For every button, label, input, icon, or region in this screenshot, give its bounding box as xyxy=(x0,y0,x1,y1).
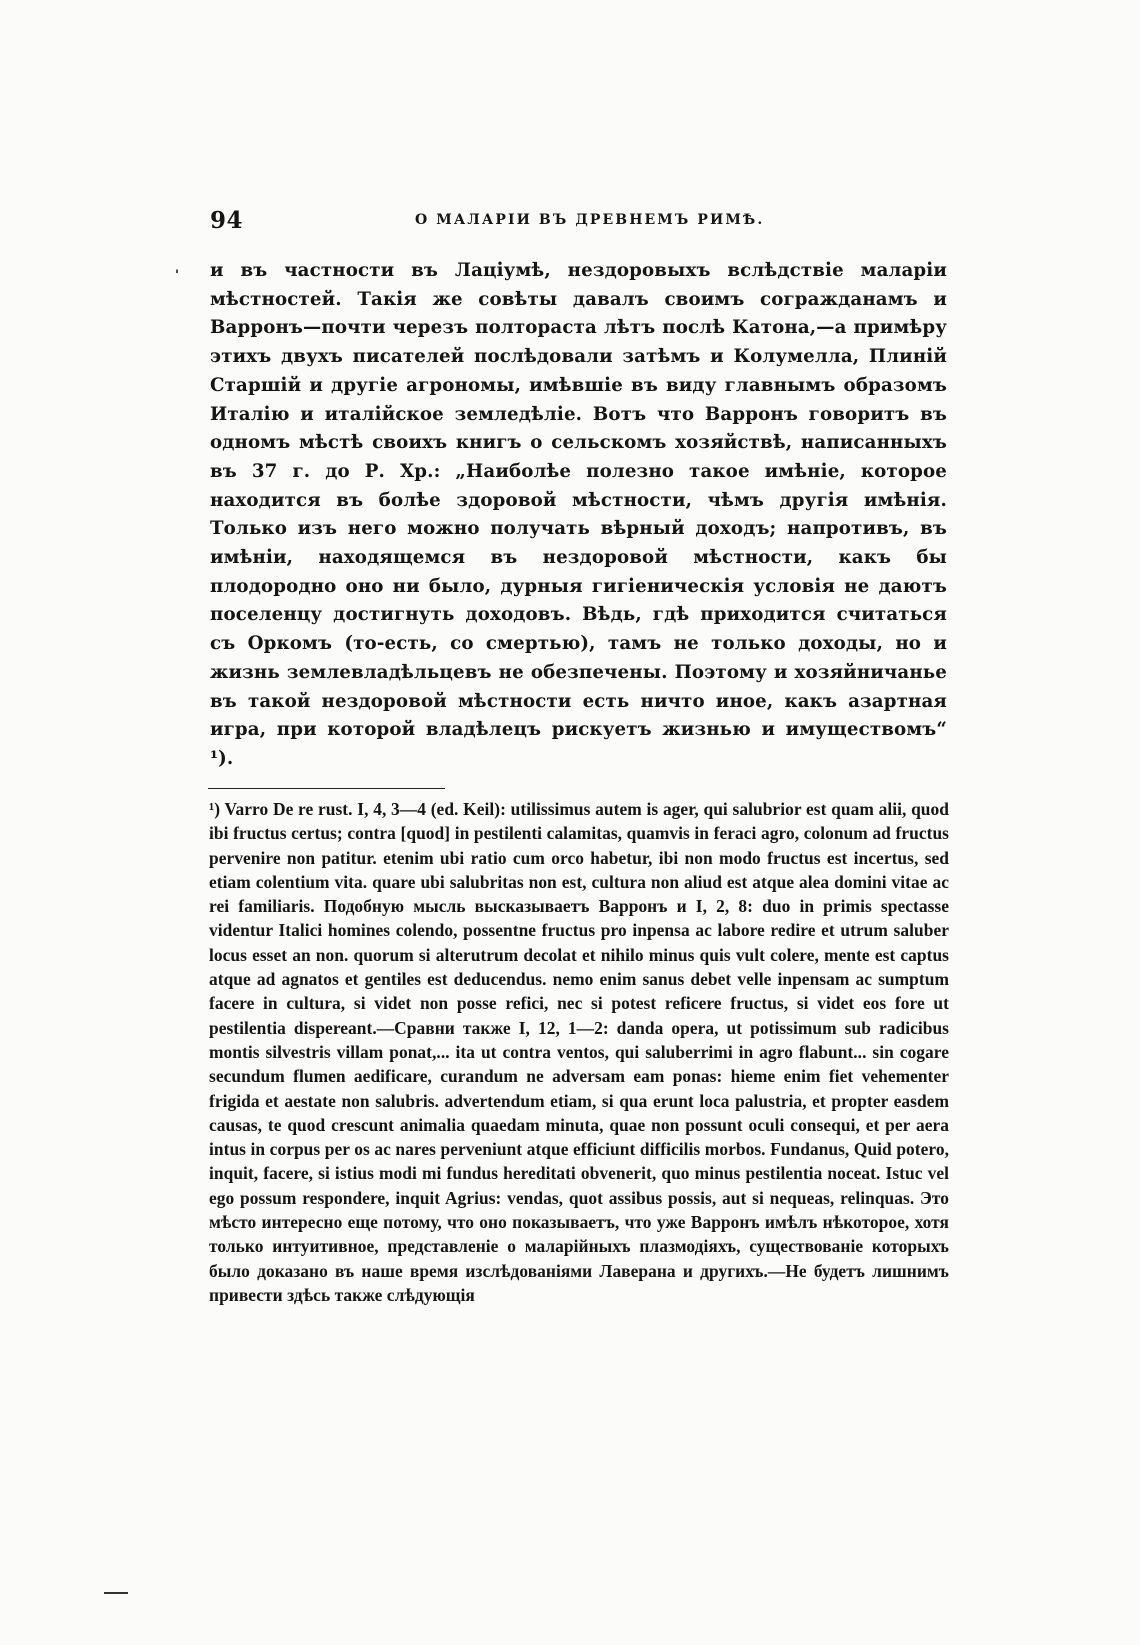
page-number: 94 xyxy=(210,207,244,234)
footnote-divider xyxy=(208,788,445,789)
main-text: и въ частности въ Лаціумѣ, нездоровыхъ вслѣдствіе маларіи мѣстностей. Такія же совѣты давалъ своимъ согражданамъ и Варронъ—почти черезъ полтораста лѣтъ послѣ Катона,—а примѣру этихъ двухъ писателей послѣдовали затѣмъ и Колумелла, Плиній Старшій и другіе агрономы, имѣвшіе въ виду главнымъ образомъ Италію и италійское земледѣліе. Вотъ что Варронъ говоритъ въ одномъ мѣстѣ своихъ книгъ о сельскомъ хозяйствѣ, написанныхъ въ 37 г. до Р. Хр.: „Наиболѣе полезно такое имѣніе, которое находится въ болѣе здоровой мѣстности, чѣмъ другія имѣнія. Только изъ него можно получать вѣрный доходъ; напротивъ, въ имѣніи, находящемся въ нездоровой мѣстности, какъ бы плодородно оно ни было, дурныя гигіеническія условія не даютъ поселенцу достигнуть доходовъ. Вѣдь, гдѣ приходится считаться съ Оркомъ (то-есть, со смертью), тамъ не только доходы, но и жизнь землевладѣльцевъ не обезпечены. Поэтому и хозяйничанье въ такой нездоровой мѣстности есть ничто иное, какъ азартная игра, при которой владѣлецъ рискуетъ жизнью и имуществомъ“ ¹). xyxy=(210,260,947,769)
page-edge-mark xyxy=(104,1592,128,1594)
running-title: О МАЛАРІИ ВЪ ДРЕВНЕМЪ РИМѢ. xyxy=(415,212,765,228)
page-header xyxy=(205,207,945,241)
margin-mark: ' xyxy=(175,268,179,283)
footnote-text: ¹) Varro De re rust. I, 4, 3—4 (ed. Keil): utilissimus autem is ager, qui salubrior est quam alii, quod ibi fructus certus; contra [quod] in pestilenti calamitas, quamvis in feraci agro, colonum ad fructus pervenire non patitur. etenim ubi ratio cum orco habetur, ibi non modo fructus est incertus, sed etiam colentium vita. quare ubi salubritas non est, cultura non aliud est atque alea domini vitae ac rei familiaris. Подобную мысль высказываетъ Варронъ и I, 2, 8: duo in primis spectasse videntur Italici homines colendo, possentne fructus pro inpensa ac labore redire et utrum saluber locus esset an non. quorum si alterutrum decolat et nihilo minus quis vult colere, mente est captus atque ad agnatos et gentiles est deducendus. nemo enim sanus debet velle inpensam ac sumptum facere in cultura, si videt non posse refici, nec si potest reficere fructus, si videt eos fore ut pestilentia dispereant.—Сравни также I, 12, 1—2: danda opera, ut potissimum sub radicibus montis silvestris villam ponat,... ita ut contra ventos, qui saluberrimi in agro flabunt... sin cogare secundum flumen aedificare, curandum ne adversam eam ponas: hieme enim fiet vehementer frigida et aestate non salubris. advertendum etiam, si qua erunt loca palustria, et propter easdem causas, te quod crescunt animalia quaedam minuta, quae non possunt oculi consequi, et per aera intus in corpus per os ac nares perveniunt atque efficiunt difficilis morbos. Fundanus, Quid potero, inquit, facere, si istius modi mi fundus hereditati obvenerit, quo minus pestilentia noceat. Istuc vel ego possum respondere, inquit Agrius: vendas, quot assibus possis, aut si nequeas, relinquas. Это мѣсто интересно еще потому, что оно показываетъ, что уже Варронъ имѣлъ нѣкоторое, хотя только интуитивное, представленіе о маларійныхъ плазмодіяхъ, существованіе которыхъ было доказано въ наше время изслѣдованіями Лаверана и другихъ.—Не будетъ лишнимъ привести здѣсь также слѣдующія xyxy=(209,799,949,1305)
